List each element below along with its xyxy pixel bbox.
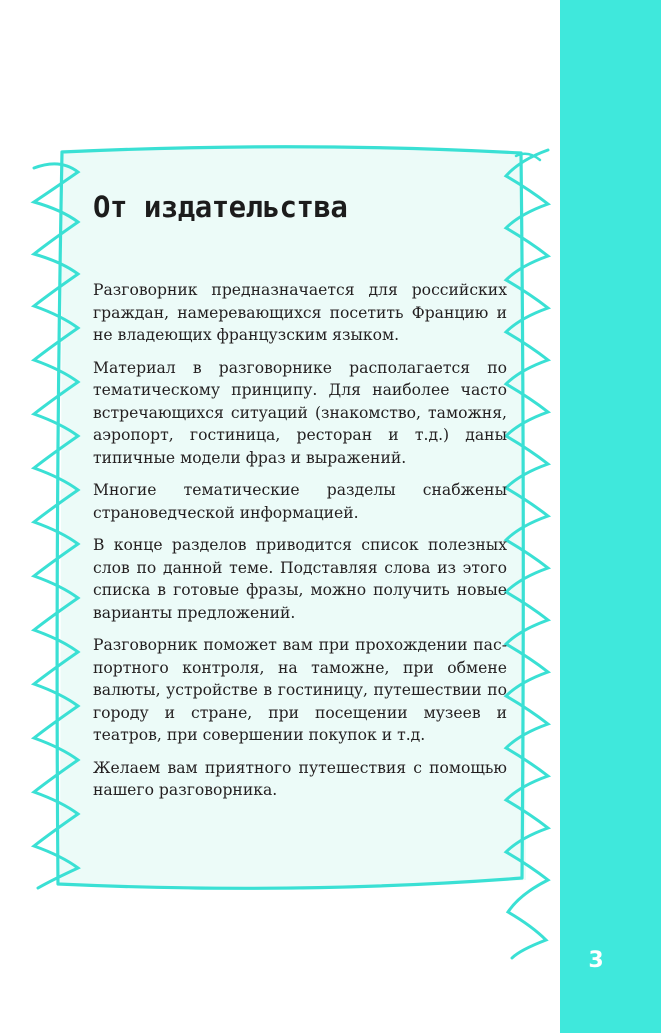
paragraph: Желаем вам приятного путешествия с помощью нашего разговорника. xyxy=(93,758,507,799)
content-area xyxy=(93,187,507,812)
paragraph: Разговорник предназначается для российских граждан, намеревающихся посетить Францию и не владеющих французским языком. xyxy=(93,281,507,344)
paragraph: В конце разделов приводится список полезных слов по данной теме. Подставляя слова из этого списка в готовые фразы, можно получить новые варианты предложений. xyxy=(93,536,507,622)
page-title: От издательства xyxy=(93,190,348,224)
page-number: 3 xyxy=(588,948,604,973)
paragraph: Материал в разговорнике располагается по тематическому принципу. Для наиболее часто встречающихся ситуаций (знакомство, таможня, аэропорт, гостиница, ресторан и т.д.) даны типичные модели фраз и выражений. xyxy=(93,358,507,467)
paragraph: Разговорник поможет вам при прохождении паспортного контроля, на таможне, при обмене валюты, устройстве в гостиницу, путешествии по городу и стране, при посещении музеев и театров, при совершении покупок и т.д. xyxy=(93,636,507,744)
paragraph: Многие тематические разделы снабжены страноведческой информацией. xyxy=(93,481,507,522)
